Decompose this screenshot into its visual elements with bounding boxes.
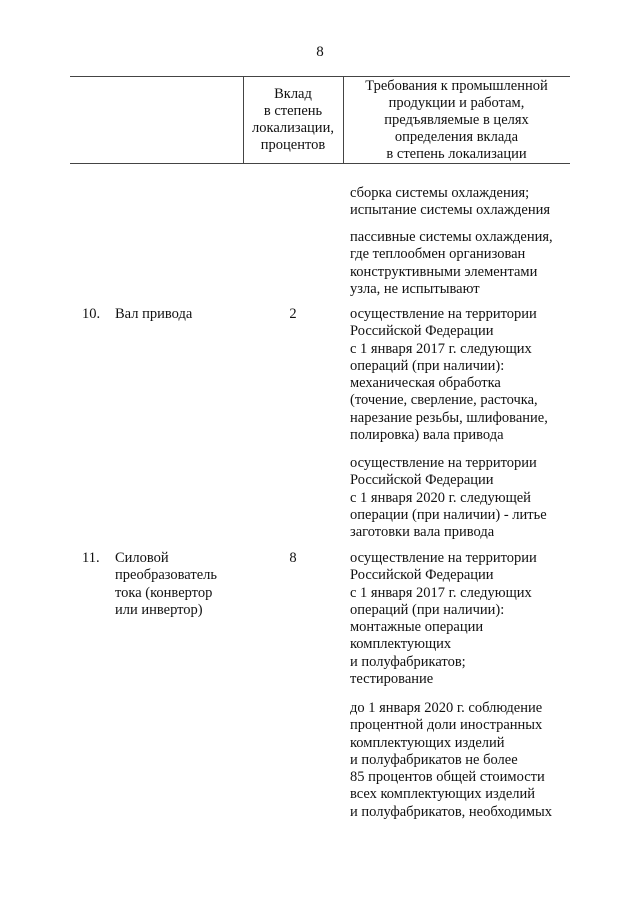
continued-requirement-1: сборка системы охлаждения; испытание системы охлаждения: [350, 185, 551, 219]
page-number: 8: [316, 44, 324, 60]
row-11-name: Силовой преобразователь тока (конвертор или инвертор): [115, 550, 217, 618]
row-11-value: 8: [289, 550, 297, 566]
table-header-bottom-border: [70, 163, 570, 164]
row-10-value: 2: [289, 306, 297, 322]
row-10-requirement-2: осуществление на территории Российской Федерации с 1 января 2020 г. следующей операции (при наличии) - литье заготовки вала привода: [350, 455, 547, 541]
row-11-requirement-1: осуществление на территории Российской Федерации с 1 января 2017 г. следующих операций (при наличии): монтажные операции комплектующих и полуфабрикатов; тестирование: [350, 550, 537, 688]
header-requirements: Требования к промышленной продукции и работам, предъявляемые в целях определения вклада в степень локализации: [365, 78, 548, 162]
continued-requirement-2: пассивные системы охлаждения, где теплообмен организован конструктивными элементами узла, не испытывают: [350, 229, 553, 297]
row-10-requirement-1: осуществление на территории Российской Федерации с 1 января 2017 г. следующих операций (при наличии): механическая обработка (точение, сверление, расточка, нарезание резьбы, шлифование, полировка) вала привода: [350, 306, 548, 444]
row-11-number: 11.: [82, 550, 100, 566]
row-10-number: 10.: [82, 306, 101, 322]
row-10-name: Вал привода: [115, 306, 193, 322]
row-11-requirement-2: до 1 января 2020 г. соблюдение процентной доли иностранных комплектующих изделий и полуфабрикатов не более 85 процентов общей стоимости всех комплектующих изделий и полуфабрикатов, необходимых: [350, 700, 553, 820]
table-top-border: [70, 76, 570, 77]
header-contribution: Вклад в степень локализации, процентов: [252, 86, 334, 153]
